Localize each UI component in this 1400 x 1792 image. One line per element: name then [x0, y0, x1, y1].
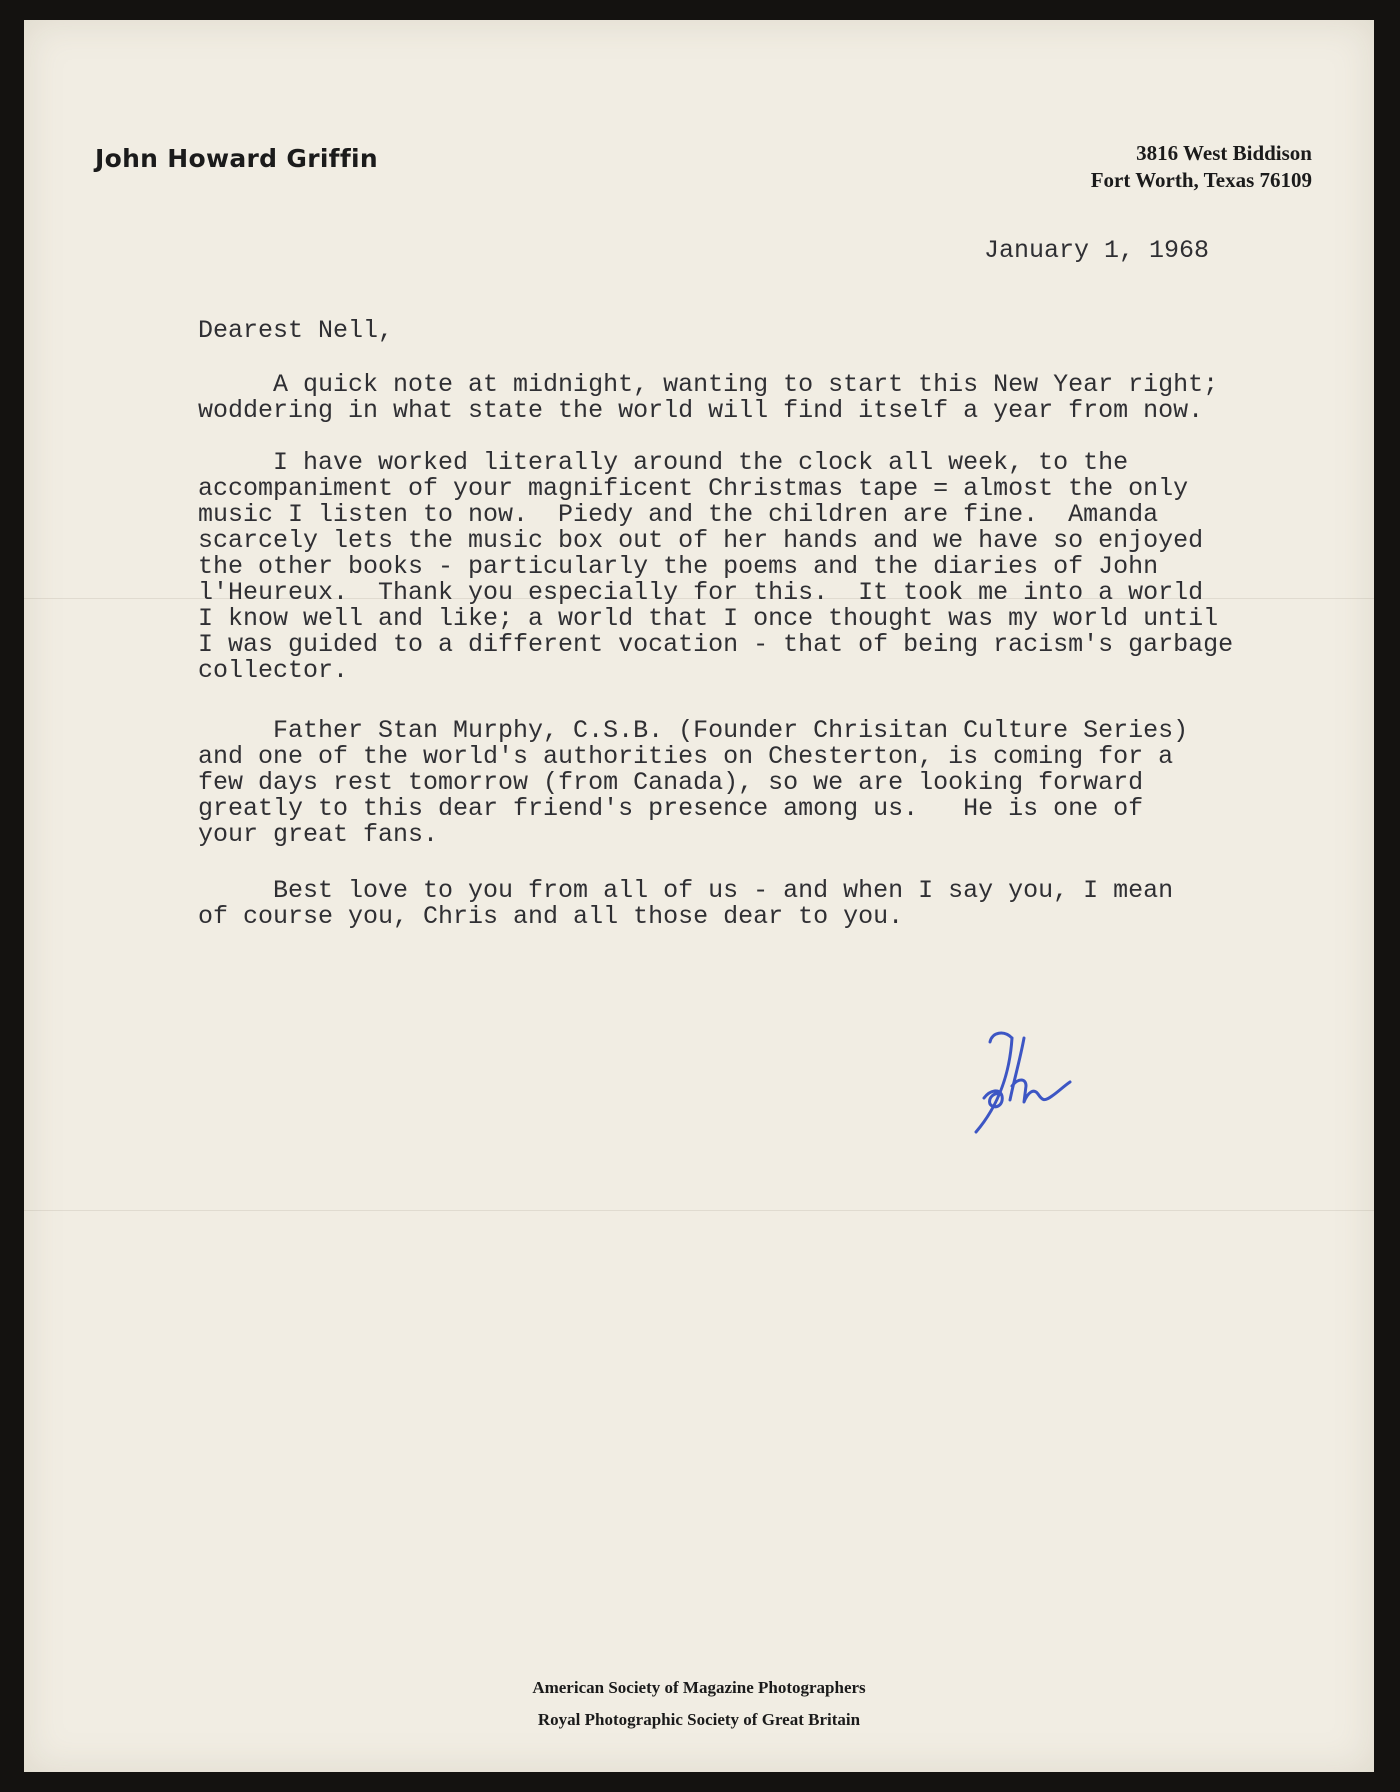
paragraph-line: I was guided to a different vocation - that of being racism's garbage [198, 630, 1234, 659]
address-street: 3816 West Biddison [1136, 141, 1312, 165]
paragraph-line: Best love to you from all of us - and when I say you, I mean [198, 876, 1174, 905]
paragraph-line: greatly to this dear friend's presence among us. He is one of [198, 794, 1144, 823]
fold-line-bottom [24, 1210, 1374, 1211]
paragraph-line: Father Stan Murphy, C.S.B. (Founder Chrisitan Culture Series) [198, 716, 1189, 745]
letterhead-name: John Howard Griffin [95, 144, 379, 173]
paragraph-line: music I listen to now. Piedy and the children are fine. Amanda [198, 500, 1159, 529]
paragraph-line: your great fans. [198, 820, 439, 849]
signature [954, 1020, 1124, 1150]
paragraph-line: I have worked literally around the clock all week, to the [198, 448, 1129, 477]
paragraph-4 [198, 878, 1173, 930]
letterhead-address [1091, 140, 1312, 194]
paragraph-line: A quick note at midnight, wanting to start this New Year right; [198, 370, 1219, 399]
paragraph-2 [198, 450, 1233, 684]
salutation: Dearest Nell, [198, 316, 394, 345]
paragraph-line: scarcely lets the music box out of her hands and we have so enjoyed [198, 526, 1204, 555]
paragraph-line: collector. [198, 656, 349, 685]
paragraph-line: I know well and like; a world that I once thought was my world until [198, 604, 1219, 633]
paragraph-line: accompaniment of your magnificent Christmas tape = almost the only [198, 474, 1189, 503]
paragraph-line: woddering in what state the world will find itself a year from now. [198, 396, 1204, 425]
paragraph-line: of course you, Chris and all those dear to you. [198, 902, 904, 931]
letter-sheet [24, 20, 1374, 1772]
letter-date: January 1, 1968 [984, 236, 1210, 265]
paragraph-line: and one of the world's authorities on Chesterton, is coming for a [198, 742, 1174, 771]
footer-line-1: American Society of Magazine Photographers [532, 1678, 866, 1697]
paragraph-3 [198, 718, 1188, 848]
letterhead-footer [24, 1672, 1374, 1736]
footer-line-2: Royal Photographic Society of Great Britain [537, 1710, 861, 1729]
paragraph-1 [198, 372, 1218, 424]
paragraph-line: l'Heureux. Thank you especially for this. It took me into a world [198, 578, 1204, 607]
paragraph-line: few days rest tomorrow (from Canada), so we are looking forward [198, 768, 1144, 797]
paragraph-line: the other books - particularly the poems and the diaries of John [198, 552, 1159, 581]
address-city: Fort Worth, Texas 76109 [1090, 168, 1312, 192]
